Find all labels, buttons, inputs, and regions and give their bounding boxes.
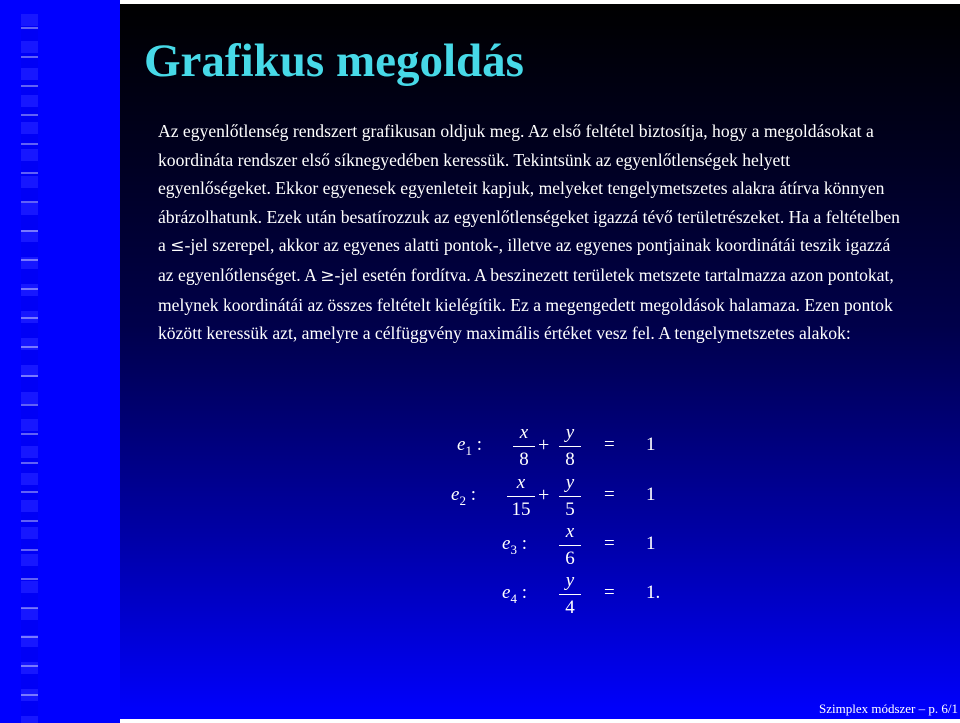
equation-2-fraction-y: y 5	[559, 472, 581, 521]
paragraph-text-3: -jel esetén fordítva. A beszinezett területek metszete tartalmazza azon pontokat, melynek koordinátái az összes feltételt kielégítik. Ez a megengedett megoldások halamaza. Ezen pontok között keressük azt, amelyre a célfüggvény maximális értéket vesz fel. A tengelymetszetes alakok:	[158, 264, 894, 344]
sidebar-navigation-strip	[0, 0, 120, 723]
equation-1-plus: +	[538, 434, 550, 456]
equation-1-equals: =	[604, 434, 615, 455]
equation-2-fraction-x: x 15	[507, 472, 535, 521]
equation-3-fraction-x: x 6	[559, 521, 581, 570]
equation-1-fraction-x: x 8	[513, 422, 535, 471]
slide-footer: Szimplex módszer – p. 6/1	[818, 701, 958, 716]
equation-4-fraction-y: y 4	[559, 570, 581, 619]
paragraph-text-2: -jel szerepel, akkor az egyenes alatti pontok-, illetve az egyenes pontjainak koordinátái teszik igazzá az egyenlőtlenséget. A	[158, 235, 891, 285]
equation-2-plus: +	[538, 484, 550, 506]
equation-4-label: $e_4$ :	[502, 582, 527, 606]
slide-background	[120, 4, 960, 719]
equation-2-label: $e_2$ :	[451, 484, 476, 508]
equation-4-equals: =	[604, 582, 615, 603]
equation-1-rhs: 1	[646, 434, 656, 455]
equation-4-rhs: 1.	[646, 582, 661, 603]
slide-paragraph	[158, 117, 903, 348]
slide-title: Grafikus megoldás	[144, 35, 524, 87]
equation-2-equals: =	[604, 484, 615, 505]
paragraph-text-1: Az egyenlőtlenség rendszert grafikusan oldjuk meg. Az első feltétel biztosítja, hogy a megoldásokat a koordináta rendszer első síknegyedében keressük. Tekintsünk az egyenlőtlenségek helyett egyenlőségeket. Ekkor egyenesek egyenleteit kapjuk, melyeket tengelymetszetes alakra átírva könnyen ábrázolhatunk. Ezek után besatírozzuk az egyenlőtlenségeket igazzá tévő területrészeket. Ha a feltételben a	[158, 121, 900, 256]
less-equal-symbol: ≤	[170, 236, 185, 257]
equation-1-fraction-y: y 8	[559, 422, 581, 471]
navigation-square-column	[21, 14, 38, 723]
greater-equal-symbol: ≥	[320, 265, 335, 286]
equation-3-rhs: 1	[646, 533, 656, 554]
equation-3-equals: =	[604, 533, 615, 554]
equation-1-label: $e_1$ :	[457, 434, 482, 458]
equation-2-rhs: 1	[646, 484, 656, 505]
equation-3-label: $e_3$ :	[502, 533, 527, 557]
